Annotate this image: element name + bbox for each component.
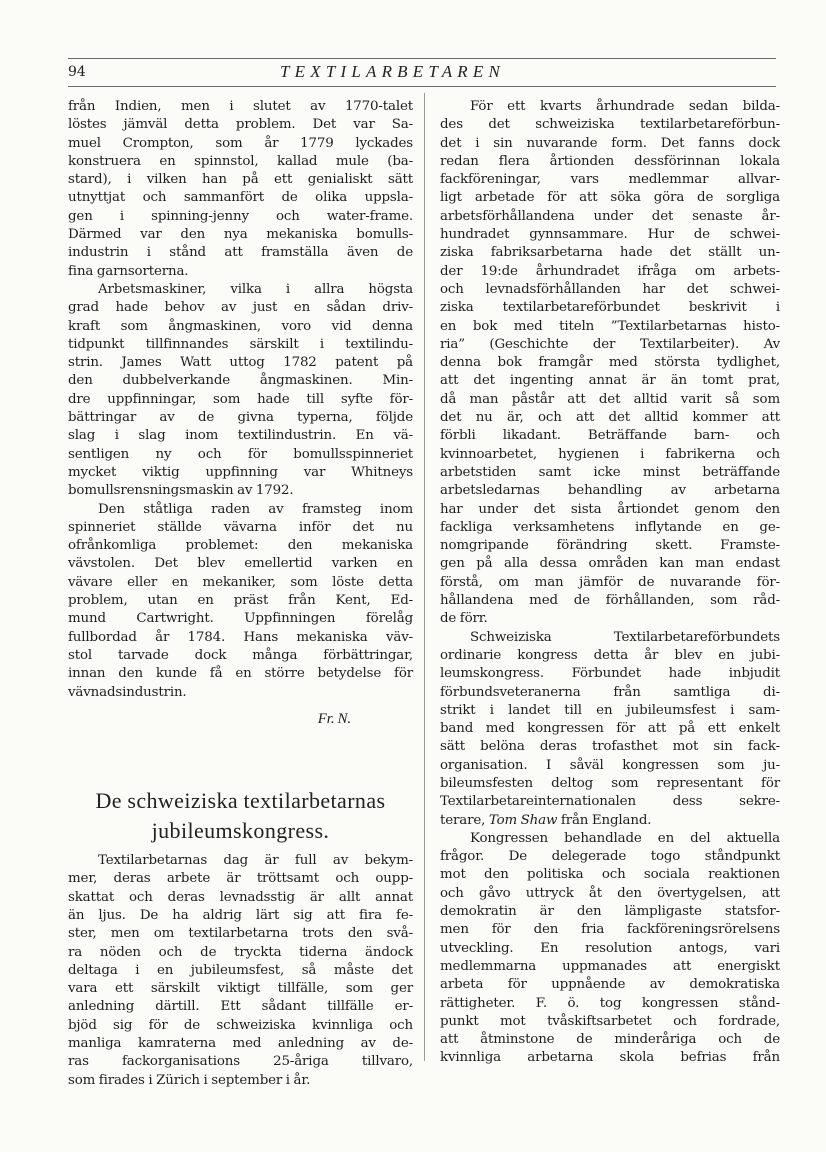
text-line: från Indien, men i slutet av 1770-talet [68, 99, 413, 114]
text-line: slag i slag inom textilindustrin. En vä- [68, 428, 413, 444]
text-line [440, 812, 780, 830]
text-line: ziska textilarbetareförbundet beskrivit i [440, 300, 780, 316]
text-line: punkt mot tvåskiftsarbetet och fordrade, [440, 1013, 780, 1029]
paragraph-steam-engines [68, 281, 413, 501]
text-line: spinneriet ställde vävarna inför det nu [68, 519, 413, 535]
text-line: kraft som ångmaskinen, voro vid denna [68, 318, 413, 334]
text-line: stard), i vilken han på ett genialiskt sätt [68, 172, 413, 188]
text-line: ofrånkomliga problemet: den mekaniska [68, 538, 413, 554]
text-line: Den ståtliga raden av framsteg inom [98, 501, 413, 517]
text-line: manliga kamraterna med anledning av de- [68, 1036, 413, 1052]
text-line: än ljus. De ha aldrig lärt sig att fira fe- [68, 907, 413, 923]
text-line: fackföreningar, vars medlemmar allvar- [440, 172, 780, 188]
text-line: förstå, om man jämför de nuvarande för- [440, 574, 780, 590]
text-line: och gåvo uttryck åt den övertygelsen, att [440, 885, 780, 901]
text-line: förbli likadant. Beträffande barn- och [440, 428, 780, 444]
text-line: ras fackorganisations 25-åriga tillvaro, [68, 1054, 413, 1070]
article-title-line-1: De schweiziska textilarbetarnas [95, 788, 386, 814]
paragraph-resolutions [440, 830, 780, 1068]
text-line: vävstolen. Det blev emellertid varken en [68, 556, 413, 572]
text-line: strin. James Watt uttog 1782 patent på [68, 355, 413, 371]
text-line: demokratin är den lämpligaste statsfor- [440, 904, 780, 920]
column-divider [424, 93, 425, 1061]
text-line: ziska fabriksarbetarna hade det ställt un- [440, 245, 780, 261]
text-line: att det ingenting annat är än tomt prat, [440, 373, 780, 389]
text-line: arbetstiden samt icke minst beträffande [440, 464, 780, 480]
text-line: organisation. I såväl kongressen som ju- [440, 757, 780, 773]
text-line: fullbordad år 1784. Hans mekaniska väv- [68, 629, 413, 645]
text-line: men för den fria fackföreningsrörelsens [440, 922, 780, 938]
text-line: rättigheter. F. ö. tog kongressen stånd- [440, 995, 780, 1011]
text-line: denna bok framgår med största tydlighet, [440, 355, 780, 371]
page-number: 94 [68, 64, 86, 80]
text-line: fackliga verksamhetens inflytande en ge- [440, 519, 780, 535]
text-line: ligt arbetade för att söka göra de sorgliga [440, 190, 780, 206]
text-line: vävare eller en mekaniker, som löste detta [68, 574, 413, 590]
text-line: löstes jämväl detta problem. Det var Sa- [68, 117, 413, 133]
text-line: har under det sista årtiondet genom den [440, 501, 780, 517]
paragraph-intro [68, 852, 413, 1090]
text-line: bjöd sig för de schweiziska kvinnliga och [68, 1017, 413, 1033]
text-line: dre uppfinningar, som hade till syfte för- [68, 391, 413, 407]
text-line: bomullsrensningsmaskin av 1792. [68, 483, 294, 499]
text-line: stol tarvade dock många förbättringar, [68, 647, 413, 663]
right-column [440, 98, 780, 1068]
text-line: då man påstår att det alltid varit så som [440, 391, 780, 407]
text-line: deltaga i en jubileumsfest, så måste det [68, 962, 413, 978]
text-line: konstruera en spinnstol, kallad mule (ba- [68, 153, 413, 169]
text-line: arbetsledarnas behandling av arbetarna [440, 483, 780, 499]
text-line: tidpunkt tillfinnandes särskilt i textilindu- [68, 336, 413, 352]
text-line: kvinnliga arbetarna skola befrias från [440, 1050, 780, 1066]
text-line: medlemmarna uppmanades att energiskt [440, 958, 780, 974]
text-line: Därmed var den nya mekaniska bomulls- [68, 227, 413, 243]
text-line: grad hade behov av just en sådan driv- [68, 300, 413, 316]
text-line: bileumsfesten deltog som representant för [440, 775, 780, 791]
text-line: sätt belöna deras trofasthet mot sin fack- [440, 739, 780, 755]
text-line: ra nöden och de tryckta tiderna ändock [68, 944, 413, 960]
text-fragment: från England. [557, 812, 652, 828]
text-line: hundradet gynnsammare. Hur de schwei- [440, 227, 780, 243]
text-line: redan flera årtionden dessförinnan lokala [440, 153, 780, 169]
text-line: ordinarie kongress detta år blev en jubi- [440, 647, 780, 663]
text-line: frågor. De delegerade togo ståndpunkt [440, 849, 780, 865]
text-line: kvinnoarbetet, hygienen i fabrikerna och [440, 446, 780, 462]
person-name: Tom Shaw [488, 812, 558, 828]
text-line: leumskongress. Förbundet hade inbjudit [440, 666, 780, 682]
text-line: vävnadsindustrin. [68, 684, 187, 700]
text-line: och levnadsförhållanden har det schwei- [440, 281, 780, 297]
article-title-line-2: jubileumskongress. [151, 818, 330, 844]
paragraph-history [440, 98, 780, 629]
text-line: gen i spinning-jenny och water-frame. [68, 208, 413, 224]
article-title [68, 786, 413, 846]
text-line: ria” (Geschichte der Textilarbeiter). Av [440, 336, 780, 352]
text-line: Textilarbetareinternationalen dess sekre- [440, 794, 780, 810]
text-line: muel Crompton, som år 1779 lyckades [68, 135, 413, 151]
text-line: sentligen ny och för bomullsspinneriet [68, 446, 413, 462]
text-line: fina garnsorterna. [68, 263, 189, 279]
text-line: det i sin nuvarande form. Det fanns dock [440, 135, 780, 151]
text-line: mycket viktig uppfinning var Whitneys [68, 464, 413, 480]
page-header [68, 58, 776, 87]
text-line: utnyttjat och sammanfört de olika uppsla- [68, 190, 413, 206]
text-line: problem, utan en präst från Kent, Ed- [68, 593, 413, 609]
text-line: att åtminstone de minderåriga och de [440, 1032, 780, 1048]
text-line: För ett kvarts århundrade sedan bilda- [470, 99, 780, 114]
paragraph-congress [440, 629, 780, 830]
text-line: nomgripande förändring skett. Framste- [440, 538, 780, 554]
text-line: den dubbelverkande ångmaskinen. Min- [68, 373, 413, 389]
text-line: anledning därtill. Ett sådant tillfälle er- [68, 999, 413, 1015]
text-line: de förr. [440, 611, 488, 627]
text-line: ster, men om textilarbetarna trots den svå- [68, 926, 413, 942]
paragraph-continued [68, 98, 413, 281]
text-line: der 19:de århundradet ifråga om arbets- [440, 263, 780, 279]
running-title: TEXTILARBETAREN [280, 62, 506, 81]
text-line: gen på alla dessa områden kan man endast [440, 556, 780, 572]
text-fragment: terare, [440, 812, 489, 828]
text-line: innan den kunde få en större betydelse för [68, 666, 413, 682]
text-line: Arbetsmaskiner, vilka i allra högsta [98, 281, 413, 297]
text-line: skattat och deras levnadsstig är allt annat [68, 889, 413, 905]
text-line: des det schweiziska textilarbetareförbun- [440, 117, 780, 133]
text-line: mund Cartwright. Uppfinningen förelåg [68, 611, 413, 627]
text-line: utveckling. En resolution antogs, vari [440, 940, 780, 956]
text-line: band med kongressen för att på ett enkelt [440, 721, 780, 737]
text-line: förbundsveteranerna från samtliga di- [440, 684, 780, 700]
text-line: strikt i landet till en jubileumsfest i sam- [440, 702, 780, 718]
text-line: bättringar av de givna typerna, följde [68, 410, 413, 426]
text-line: mot den politiska och sociala reaktionen [440, 867, 780, 883]
text-line: Schweiziska Textilarbetareförbundets [470, 629, 780, 645]
text-line: mer, deras arbete är tröttsamt och oupp- [68, 871, 413, 887]
text-line: vara ett särskilt viktigt tillfälle, som ger [68, 981, 413, 997]
left-column [68, 98, 413, 1090]
text-line: industrin i stånd att framställa även de [68, 245, 413, 261]
text-line: arbetsförhållandena under det senaste år- [440, 208, 780, 224]
text-line: som firades i Zürich i september i år. [68, 1072, 311, 1088]
text-line: det nu är, och att det alltid kommer att [440, 410, 780, 426]
paragraph-power-loom [68, 501, 413, 702]
text-line: Textilarbetarnas dag är full av bekym- [98, 853, 413, 869]
text-line: arbeta för uppnående av demokratiska [440, 977, 780, 993]
text-line: en bok med titeln ”Textilarbetarnas histo- [440, 318, 780, 334]
author-signature: Fr. N. [317, 710, 351, 727]
text-line: Kongressen behandlade en del aktuella [470, 830, 780, 846]
text-line: hållandena med de förhållanden, som råd- [440, 593, 780, 609]
